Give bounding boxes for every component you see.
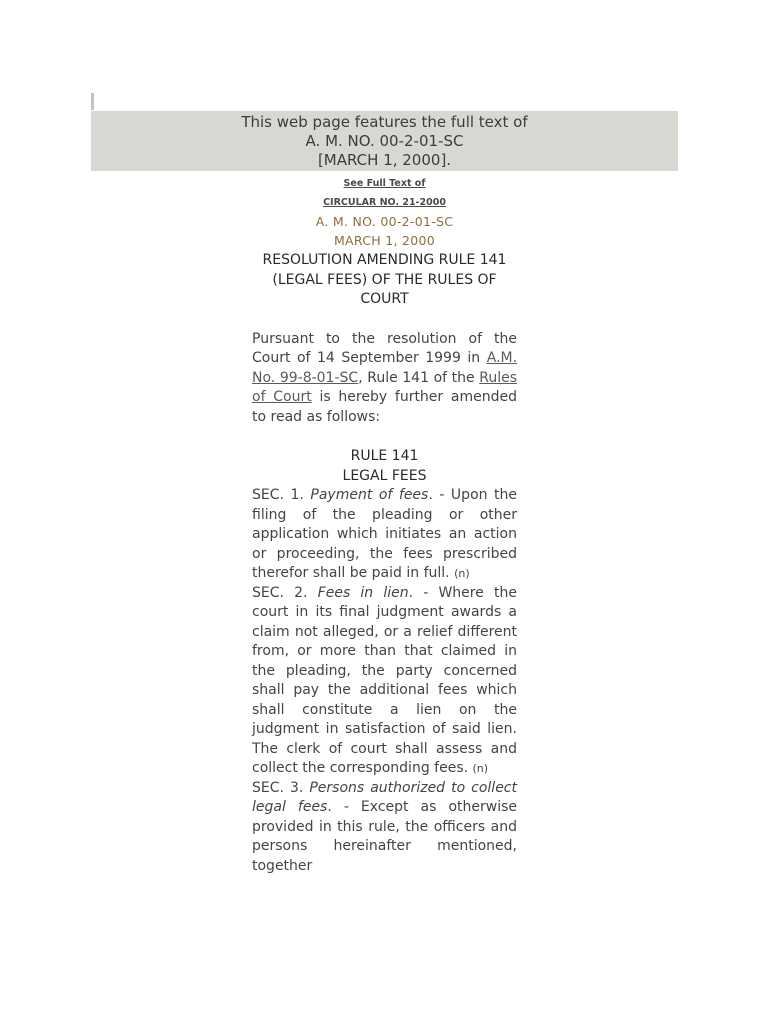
section-1-note: (n) (454, 567, 470, 580)
section-3-title: Persons authorized to collect legal fees (252, 779, 517, 815)
am-99-8-01-sc-link[interactable]: A.M. No. 99-8-01-SC (252, 350, 518, 386)
section-2 (252, 584, 517, 779)
page-header-banner (91, 111, 678, 171)
left-border-rule (91, 93, 94, 110)
intro-paragraph (252, 330, 517, 428)
intro-text-3: is hereby further amended to read as follows: (252, 389, 518, 425)
case-date: MARCH 1, 2000 (333, 233, 436, 248)
section-1 (252, 486, 517, 584)
rules-of-court-link[interactable]: Rules of Court (252, 369, 518, 405)
section-2-title: Fees in lien (317, 584, 409, 601)
see-full-text-link[interactable]: See Full Text of (343, 178, 426, 189)
header-line-1: This web page features the full text of (241, 113, 528, 131)
section-1-label: SEC. 1. (252, 487, 304, 503)
section-3-body: . - Except as otherwise provided in this rule, the officers and persons hereinafter mentioned, together (252, 799, 518, 874)
case-number: A. M. NO. 00-2-01-SC (315, 214, 454, 229)
section-3-label: SEC. 3. (252, 779, 304, 796)
rule-subheading: LEGAL FEES (342, 467, 427, 484)
section-2-label: SEC. 2. (252, 584, 308, 601)
section-1-title: Payment of fees (310, 487, 429, 503)
rule-heading: RULE 141 (350, 448, 419, 464)
header-line-3: [MARCH 1, 2000]. (317, 151, 452, 169)
circular-link[interactable]: CIRCULAR NO. 21-2000 (323, 197, 446, 208)
intro-text-2: , Rule 141 of the (358, 369, 475, 386)
document-title: RESOLUTION AMENDING RULE 141 (LEGAL FEES) OF THE RULES OF COURT (262, 252, 507, 307)
intro-text-1: Pursuant to the resolution of the Court of 14 September 1999 in (252, 330, 517, 366)
section-2-note: (n) (472, 762, 489, 775)
section-2-body: . - Where the court in its final judgment awards a claim not alleged, or a relief different from, or more than that claimed in the pleading, the party concerned shall pay the additional fees which shall constitute a lien on the judgment in satisfaction of said lien. The clerk of court shall assess and collect the corresponding fees. (252, 584, 518, 776)
section-1-body: . - Upon the filing of the pleading or other application which initiates an action or proceeding, the fees prescribed therefor shall be paid in full. (252, 487, 518, 581)
document-column (252, 174, 517, 876)
header-line-2: A. M. NO. 00-2-01-SC (305, 132, 464, 150)
section-3 (252, 779, 517, 877)
